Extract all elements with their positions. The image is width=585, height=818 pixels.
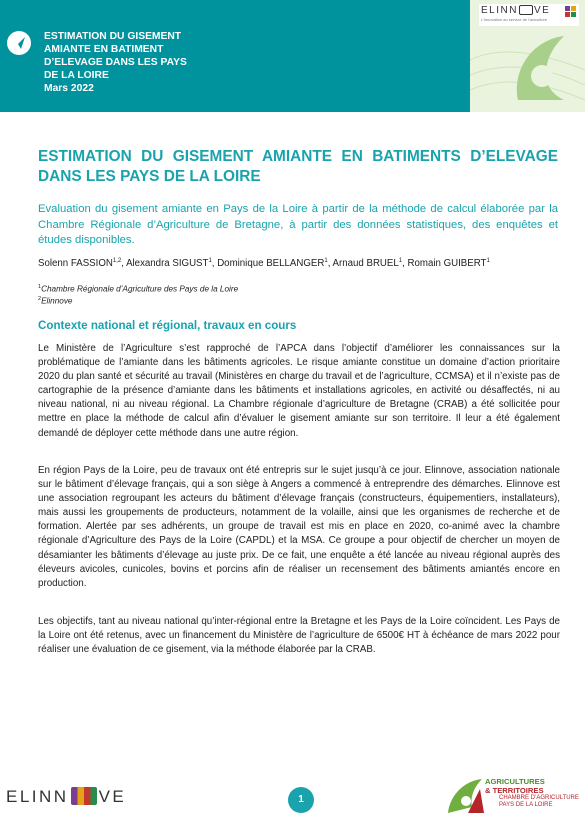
- color-squares-icon: [565, 6, 577, 18]
- author: Solenn FASSION: [38, 258, 113, 270]
- section-heading: Contexte national et régional, travaux en cours: [38, 319, 297, 332]
- paragraph: Les objectifs, tant au niveau national qu’inter-régional entre la Bretagne et les Pays de la Loire coïncident. Les Pays de la Loire ont été retenus, avec un financement du Ministère de l’agriculture de 6500€ HT à échéance de mars 2022 pour réaliser une évaluation de ce gisement, via la méthode élaborée par la CRAB.: [38, 616, 560, 656]
- page-number: 1: [288, 787, 314, 813]
- affiliation: $^2$Elinnove: [38, 296, 73, 306]
- author: Romain GUIBERT: [407, 258, 487, 270]
- document-title: ESTIMATION DU GISEMENT AMIANTE EN BATIMENTS D’ELEVAGE DANS LES PAYS DE LA LOIRE: [38, 148, 558, 185]
- agriculture-a-icon: [512, 30, 570, 102]
- document-subtitle: Evaluation du gisement amiante en Pays de la Loire à partir de la méthode de calcul élaborée par la Chambre Régionale d’Agriculture de Bretagne, à partir des données statistiques, des enquêtes et études disponibles.: [38, 203, 558, 246]
- elinnove-logo: ELINN VE L’innovation au service de l’aviculture: [479, 4, 579, 26]
- elinnove-footer-logo: ELINN VE: [6, 787, 127, 806]
- partner-name: AGRICULTURES & TERRITOIRES CHAMBRE D’AGRICULTURE PAYS DE LA LOIRE: [485, 777, 579, 808]
- author-list: Solenn FASSION$^{1,2}$, Alexandra SIGUST$^1$, Dominique BELLANGER$^1$, Arnaud BRUEL$^1$, Romain GUIBERT$^1$: [38, 258, 490, 270]
- author: Dominique BELLANGER: [217, 258, 325, 270]
- paragraph: Le Ministère de l’Agriculture s’est rapproché de l’APCA dans l’objectif d’améliorer les connaissances sur la problématique de l’amiante dans les bâtiments agricoles. Le risque amiante constitue un domaine d’action prioritaire 2020 du plan santé et sécurité au travail (Ministères en charge du travail et de l’agriculture, CCMSA) et il n’existe pas de cartographie de la présence d’amiante dans les bâtiments et installations agricoles, en activité ou désaffectés, ni au niveau national, ni au niveau régional. La Chambre régionale d’agriculture de Bretagne (CRAB) a été sollicitée pour mettre en place la méthode de calcul afin d’évaluer le gisement amiante sur son territoire. Il leur a été également demandé de déployer cette méthode dans une autre région.: [38, 343, 560, 439]
- barn-icon: [519, 5, 533, 15]
- author: Alexandra SIGUST: [126, 258, 209, 270]
- affiliation: $^1$Chambre Régionale d’Agriculture des Pays de la Loire: [38, 284, 239, 294]
- compass-arrow-icon: [6, 30, 32, 56]
- barn-tile-icon: [71, 787, 97, 805]
- header: [0, 0, 585, 112]
- author: Arnaud BRUEL: [332, 258, 399, 270]
- paragraph: En région Pays de la Loire, peu de travaux ont été entrepris sur le sujet jusqu’à ce jour. Elinnove, association nationale sur le bâtiment d’élevage français, qui a son siège à Angers a commencé à entreprendre des démarches. Elinnove est une association regroupant les acteurs du bâtiment d’élevage français (constructeurs, équipementiers, installateurs), mais aussi les groupements de producteurs, notamment de la volaille, ainsi que les organismes de recherche et de formation. Alertée par ses adhérents, un groupe de travail est mis en place en 2020, co-animé avec la chambre régionale d’Agriculture des Pays de la Loire (CAPDL) et la MSA. Ce groupe a pour objectif de chercher un moyen de désamianter les bâtiments d’élevage au juste prix. De ce fait, une enquête a été lancée au niveau régional auprès des éleveurs avicoles, cunicoles, bovins et porcins afin de réaliser un recensement des bâtiments amiantés encore en production.: [38, 465, 560, 589]
- header-title: ESTIMATION DU GISEMENT AMIANTE EN BATIMENT D’ELEVAGE DANS LES PAYS DE LA LOIRE Mars 2022: [44, 31, 187, 94]
